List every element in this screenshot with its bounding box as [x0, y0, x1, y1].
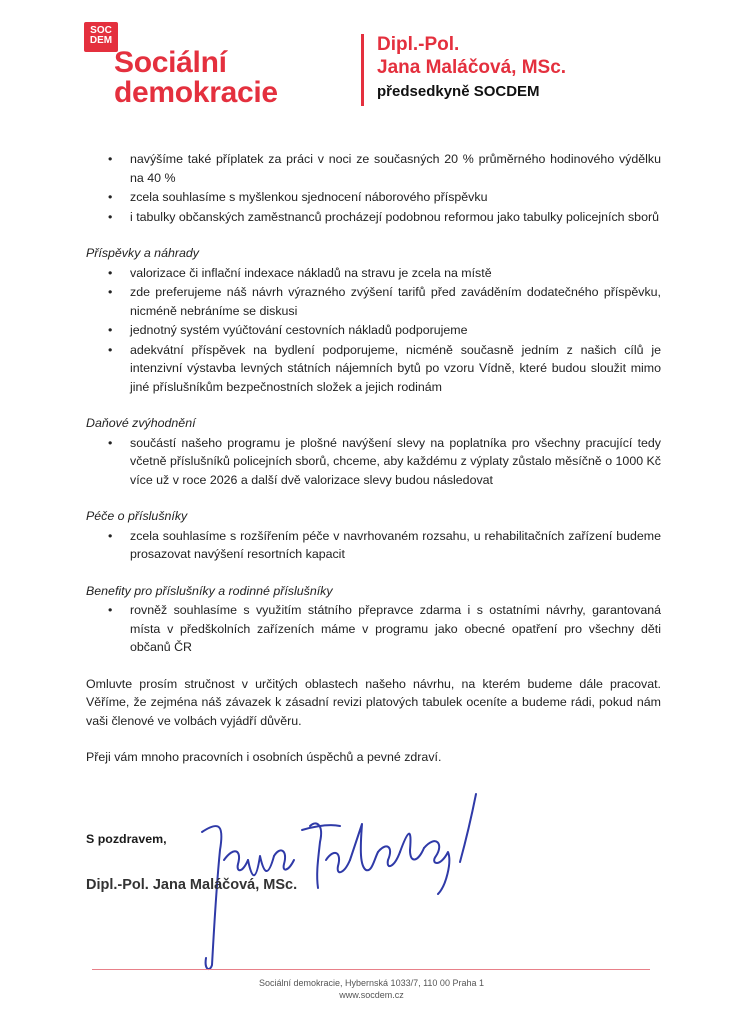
- author-name: Jana Maláčová, MSc.: [377, 57, 567, 78]
- footer-address: Sociální demokracie, Hybernská 1033/7, 110 00 Praha 1: [259, 978, 484, 988]
- footer: [0, 977, 743, 1001]
- logo-mark: SOC DEM: [84, 22, 118, 52]
- list-item: • jednotný systém vyúčtování cestovních nákladů podporujeme: [86, 321, 661, 340]
- section-list-benefity: [86, 601, 661, 657]
- list-item: • zcela souhlasíme s myšlenkou sjednocení náborového příspěvku: [86, 188, 661, 207]
- section-title-benefity: Benefity pro příslušníky a rodinné příslušníky: [86, 583, 333, 598]
- closing-paragraph: Omluvte prosím stručnost v určitých oblastech našeho návrhu, na kterém budeme dále pracovat. Věříme, že zejména náš závazek k zásadní revizi platových tabulek oceníte a budeme rádi, pokud nám vaši členové ve volbách vyjádří důvěru.: [86, 676, 661, 728]
- footer-web: www.socdem.cz: [339, 990, 404, 1000]
- author-role: předsedkyně SOCDEM: [377, 83, 540, 100]
- section-list-danove: [86, 434, 661, 490]
- list-item: • zcela souhlasíme s rozšířením péče v navrhovaném rozsahu, u rehabilitačních zařízení budeme prosazovat navýšení resortních kapacit: [86, 527, 661, 564]
- list-item: • valorizace či inflační indexace nákladů na stravu je zcela na místě: [86, 264, 661, 283]
- logo-text-line1: Sociální: [114, 46, 227, 79]
- section-list-prispevky: [86, 264, 661, 397]
- logo-text-line2: demokracie: [114, 76, 278, 109]
- section-title-prispevky: Příspěvky a náhrady: [86, 246, 199, 260]
- list-item: • zde preferujeme náš návrh výrazného zvýšení tarifů před zaváděním dodatečného příspěvku, nicméně nebráníme se diskusi: [86, 283, 661, 320]
- greeting: S pozdravem,: [86, 832, 167, 846]
- section-title-pece: Péče o příslušníky: [86, 509, 188, 523]
- list-item: • rovněž souhlasíme s využitím státního přepravce zdarma i s ostatními návrhy, garantovaná místa v předškolních zařízeních máme v programu jako obecné opatření pro všechny děti občanů ČR: [86, 601, 661, 657]
- author-title: Dipl.-Pol.: [377, 34, 460, 55]
- intro-bullet-list: [86, 150, 661, 226]
- list-item: • součástí našeho programu je plošné navýšení slevy na poplatníka pro všechny pracující tedy včetně příslušníků policejních sborů, chceme, aby každému z výplaty zůstalo měsíčně o 1000 Kč více už v roce 2026 a další dvě valorizace slevy budou následovat: [86, 434, 661, 490]
- section-list-pece: [86, 527, 661, 564]
- footer-divider: [92, 969, 650, 970]
- section-title-danove: Daňové zvýhodnění: [86, 416, 196, 430]
- header-divider: [361, 34, 364, 106]
- list-item: • adekvátní příspěvek na bydlení podporujeme, nicméně současně jedním z našich cílů je intenzivní výstavba levných státních nájemních bytů po vzoru Vídně, které budou sloužit mimo jiné příslušníkům bezpečnostních složek a jejich rodinám: [86, 341, 661, 397]
- closing-wish: Přeji vám mnoho pracovních i osobních úspěchů a pevné zdraví.: [86, 750, 442, 764]
- author-block: [377, 33, 566, 103]
- list-item: • navýšíme také příplatek za práci v noci ze současných 20 % průměrného hodinového výdělku na 40 %: [86, 150, 661, 187]
- letter-body: [86, 150, 661, 767]
- list-item: • i tabulky občanských zaměstnanců procházejí podobnou reformou jako tabulky policejních sborů: [86, 208, 661, 227]
- signer-name: Dipl.-Pol. Jana Maláčová, MSc.: [86, 877, 298, 893]
